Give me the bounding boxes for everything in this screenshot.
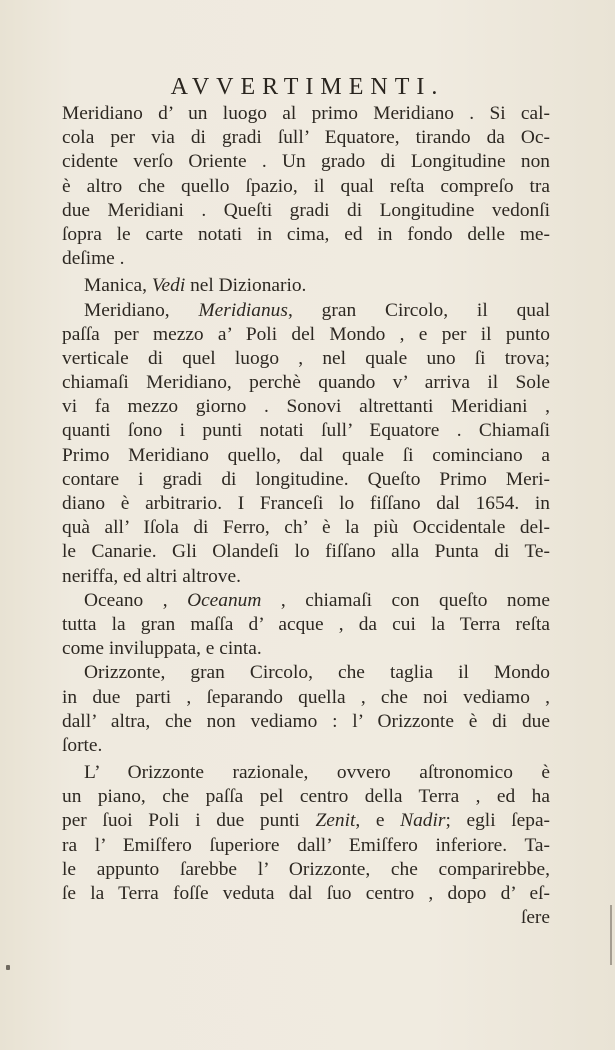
- entry-meridiano: [62, 299, 550, 323]
- text-line: ra l’ Emiſfero ſuperiore dall’ Emiſfero inferiore. Ta-: [62, 834, 550, 856]
- text-line: quà all’ Iſola di Ferro, ch’ è la più Occidentale del-: [62, 517, 550, 539]
- entry-text: , gran Circolo, il qual: [287, 299, 550, 321]
- text-line: vi fa mezzo giorno . Sonovi altrettanti Meridiani ,: [62, 396, 550, 418]
- text-line: ſopra le carte notati in cima, ed in fondo delle me-: [62, 223, 550, 245]
- text-line: [62, 809, 550, 833]
- text-line: cidente verſo Oriente . Un grado di Longitudine non: [62, 151, 550, 173]
- text-line: contare i gradi di longitudine. Queſto Primo Meri-: [62, 468, 550, 490]
- text-line: Primo Meridiano quello, dal quale ſi cominciano a: [62, 444, 550, 466]
- text-line: quanti ſono i punti notati ſull’ Equatore . Chiamaſi: [62, 420, 550, 442]
- text-line: neriffa, ed altri altrove.: [62, 565, 241, 587]
- entry-manica: [62, 274, 550, 298]
- latin-term-nadir: Nadir: [400, 810, 446, 832]
- latin-term-zenit: Zenit: [315, 810, 356, 832]
- entry-text: , chiamaſi con queſto nome: [261, 589, 551, 611]
- text-line: Meridiano d’ un luogo al primo Meridiano . Si cal-: [62, 103, 550, 124]
- body-text: [62, 102, 550, 930]
- entry-term: Meridiano,: [84, 299, 199, 321]
- cross-reference: Vedi: [151, 275, 186, 297]
- entry-orizzonte-razionale: L’ Orizzonte razionale, ovvero aſtronomico è: [84, 762, 550, 784]
- entry-text: nel Dizionario.: [185, 275, 307, 297]
- text-segment: ; egli ſepa-: [445, 810, 551, 832]
- text-line: come inviluppata, e cinta.: [62, 638, 262, 660]
- text-line: le Canarie. Gli Olandeſi lo fiſſano alla Punta di Te-: [62, 541, 550, 563]
- text-segment: , e: [355, 810, 401, 832]
- text-line: paſſa per mezzo a’ Poli del Mondo , e per il punto: [62, 323, 550, 345]
- catchword: ſere: [520, 907, 550, 929]
- entry-term: Manica,: [84, 275, 152, 297]
- text-line: le appunto ſarebbe l’ Orizzonte, che comparirebbe,: [62, 858, 550, 880]
- page-heading: AVVERTIMENTI.: [170, 74, 445, 100]
- entry-oceano: [62, 589, 550, 613]
- text-line: chiamaſi Meridiano, perchè quando v’ arriva il Sole: [62, 372, 550, 394]
- text-line: diano è arbitrario. I Franceſi lo fiſſano dal 1654. in: [62, 493, 550, 514]
- text-line: cola per via di gradi ſull’ Equatore, tirando da Oc-: [62, 127, 550, 149]
- text-line: un piano, che paſſa pel centro della Terra , ed ha: [62, 786, 550, 808]
- text-segment: per ſuoi Poli i due punti: [62, 810, 316, 832]
- entry-term: Oceano ,: [84, 589, 188, 611]
- latin-term: Meridianus: [198, 299, 288, 321]
- text-line: deſime .: [62, 248, 125, 270]
- page-edge-mark: [610, 905, 612, 965]
- latin-term: Oceanum: [187, 589, 262, 611]
- text-line: tutta la gran maſſa d’ acque , da cui la Terra reſta: [62, 613, 550, 635]
- text-line: verticale di quel luogo , nel quale uno ſi trova;: [62, 347, 550, 369]
- ink-spot: [6, 965, 10, 970]
- entry-orizzonte: Orizzonte, gran Circolo, che taglia il Mondo: [84, 662, 550, 684]
- text-line: in due parti , ſeparando quella , che noi vediamo ,: [62, 686, 550, 708]
- text-line: due Meridiani . Queſti gradi di Longitudine vedonſi: [62, 199, 550, 221]
- text-line: dall’ altra, che non vediamo : l’ Orizzonte è di due: [62, 710, 550, 732]
- text-line: ſe la Terra foſſe veduta dal ſuo centro , dopo d’ eſ-: [62, 883, 550, 904]
- text-line: è altro che quello ſpazio, il qual reſta compreſo tra: [62, 175, 550, 197]
- text-line: ſorte.: [62, 734, 103, 756]
